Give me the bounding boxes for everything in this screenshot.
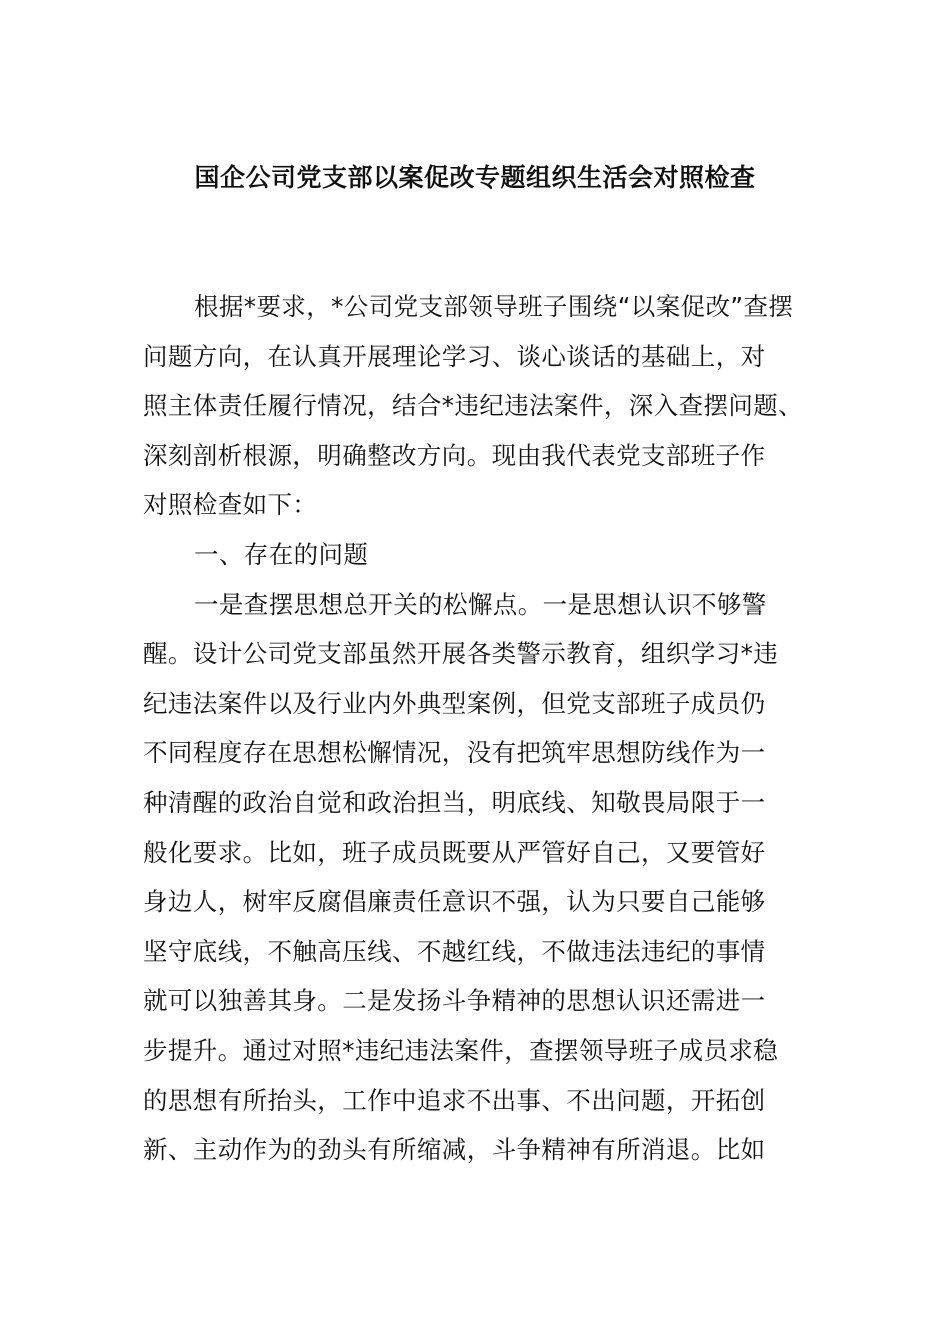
paragraph-line: 坚守底线，不触高压线、不越红线，不做违法违纪的事情: [143, 936, 766, 966]
paragraph-line: 醒。设计公司党支部虽然开展各类警示教育，组织学习*违: [143, 639, 779, 669]
paragraph-line: 对照检查如下：: [143, 490, 318, 520]
paragraph-line: 身边人，树牢反腐倡廉责任意识不强，认为只要自己能够: [143, 887, 766, 917]
paragraph-line: 纪违法案件以及行业内外典型案例，但党支部班子成员仍: [143, 688, 766, 718]
paragraph-line: 步提升。通过对照*违纪违法案件，查摆领导班子成员求稳: [143, 1035, 779, 1065]
paragraph-line: 种清醒的政治自觉和政治担当，明底线、知敬畏局限于一: [143, 787, 766, 817]
section-heading: 一、存在的问题: [194, 539, 369, 569]
paragraph-line: 照主体责任履行情况，结合*违纪违法案件，深入查摆问题、: [143, 391, 804, 421]
paragraph-line: 新、主动作为的劲头有所缩减，斗争精神有所消退。比如: [143, 1135, 766, 1165]
paragraph-line: 根据*要求，*公司党支部领导班子围绕“以案促改”查摆: [194, 292, 794, 321]
paragraph-line: 一是查摆思想总开关的松懈点。一是思想认识不够警: [194, 589, 767, 619]
paragraph-line: 深刻剖析根源，明确整改方向。现由我代表党支部班子作: [143, 440, 766, 470]
document-title: 国企公司党支部以案促改专题组织生活会对照检查: [194, 163, 756, 192]
paragraph-line: 的思想有所抬头，工作中追求不出事、不出问题，开拓创: [143, 1085, 766, 1115]
paragraph-line: 就可以独善其身。二是发扬斗争精神的思想认识还需进一: [143, 986, 766, 1016]
paragraph-line: 般化要求。比如，班子成员既要从严管好自己，又要管好: [143, 837, 766, 867]
document-body: [143, 282, 807, 1175]
paragraph-line: 不同程度存在思想松懈情况，没有把筑牢思想防线作为一: [143, 738, 766, 768]
paragraph-line: 问题方向，在认真开展理论学习、谈心谈话的基础上，对: [143, 341, 766, 371]
